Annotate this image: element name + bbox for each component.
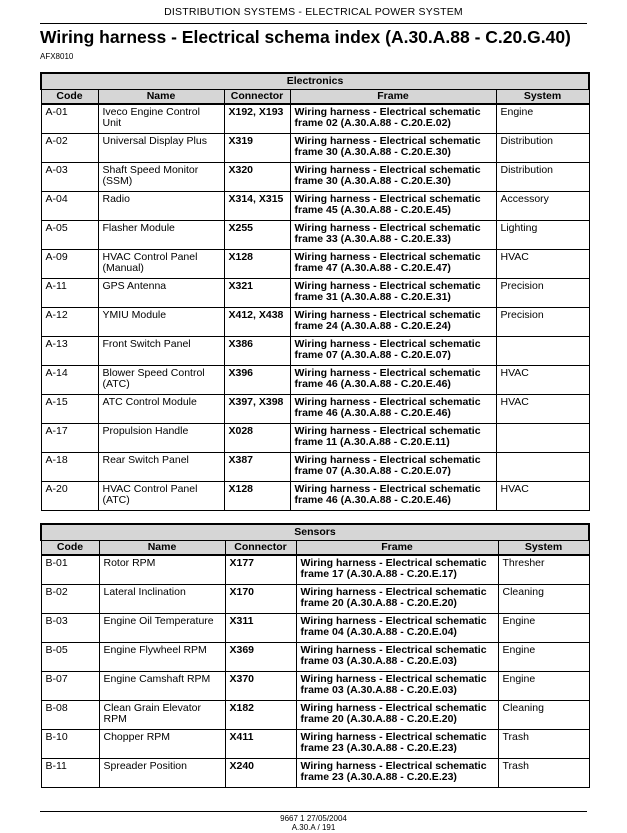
page-title: Wiring harness - Electrical schema index (A.30.A.88 - C.20.G.40): [40, 27, 571, 47]
table-row: [41, 337, 589, 366]
connector-cell: X314, X315: [224, 192, 290, 221]
frame-cell: Wiring harness - Electrical schematic frame 24 (A.30.A.88 - C.20.E.24): [290, 308, 496, 337]
running-header: DISTRIBUTION SYSTEMS - ELECTRICAL POWER SYSTEM: [164, 6, 463, 18]
code-cell: A-11: [41, 279, 98, 308]
name-cell: Lateral Inclination: [99, 585, 225, 614]
system-cell: Engine: [498, 614, 589, 643]
sensors-rows: [41, 555, 589, 788]
connector-cell: X128: [224, 250, 290, 279]
connector-cell: X170: [225, 585, 296, 614]
connector-cell: X177: [225, 555, 296, 585]
connector-cell: X320: [224, 163, 290, 192]
table-row: [41, 250, 589, 279]
table-row: [41, 730, 589, 759]
column-header-connector: Connector: [225, 541, 296, 556]
sensors-section-title: Sensors: [41, 524, 589, 541]
connector-cell: X369: [225, 643, 296, 672]
footer-doc-info: 9667 1 27/05/2004: [280, 814, 347, 823]
code-cell: B-05: [41, 643, 99, 672]
system-cell: HVAC: [496, 366, 589, 395]
table-row: [41, 192, 589, 221]
frame-cell: Wiring harness - Electrical schematic frame 45 (A.30.A.88 - C.20.E.45): [290, 192, 496, 221]
footer-divider: [40, 811, 587, 812]
system-cell: Engine: [498, 643, 589, 672]
table-row: [41, 163, 589, 192]
system-cell: Trash: [498, 759, 589, 788]
table-row: [41, 555, 589, 585]
frame-cell: Wiring harness - Electrical schematic frame 04 (A.30.A.88 - C.20.E.04): [296, 614, 498, 643]
name-cell: Engine Flywheel RPM: [99, 643, 225, 672]
table-row: [41, 366, 589, 395]
frame-cell: Wiring harness - Electrical schematic frame 20 (A.30.A.88 - C.20.E.20): [296, 701, 498, 730]
system-cell: HVAC: [496, 395, 589, 424]
name-cell: Iveco Engine Control Unit: [98, 104, 224, 134]
table-row: [41, 104, 589, 134]
sensors-table: [40, 523, 590, 788]
code-cell: A-04: [41, 192, 98, 221]
system-cell: Precision: [496, 279, 589, 308]
code-cell: A-17: [41, 424, 98, 453]
connector-cell: X255: [224, 221, 290, 250]
name-cell: Rear Switch Panel: [98, 453, 224, 482]
frame-cell: Wiring harness - Electrical schematic frame 23 (A.30.A.88 - C.20.E.23): [296, 759, 498, 788]
frame-cell: Wiring harness - Electrical schematic frame 11 (A.30.A.88 - C.20.E.11): [290, 424, 496, 453]
connector-cell: X396: [224, 366, 290, 395]
frame-cell: Wiring harness - Electrical schematic frame 03 (A.30.A.88 - C.20.E.03): [296, 643, 498, 672]
code-cell: B-07: [41, 672, 99, 701]
system-cell: [496, 337, 589, 366]
code-cell: B-11: [41, 759, 99, 788]
system-cell: Trash: [498, 730, 589, 759]
frame-cell: Wiring harness - Electrical schematic frame 46 (A.30.A.88 - C.20.E.46): [290, 395, 496, 424]
frame-cell: Wiring harness - Electrical schematic frame 20 (A.30.A.88 - C.20.E.20): [296, 585, 498, 614]
code-cell: B-03: [41, 614, 99, 643]
system-cell: Engine: [498, 672, 589, 701]
electronics-table: [40, 72, 590, 511]
frame-cell: Wiring harness - Electrical schematic frame 46 (A.30.A.88 - C.20.E.46): [290, 366, 496, 395]
name-cell: Flasher Module: [98, 221, 224, 250]
code-cell: B-10: [41, 730, 99, 759]
frame-cell: Wiring harness - Electrical schematic frame 30 (A.30.A.88 - C.20.E.30): [290, 134, 496, 163]
name-cell: Engine Camshaft RPM: [99, 672, 225, 701]
column-header-system: System: [498, 541, 589, 556]
electronics-rows: [41, 104, 589, 511]
column-header-name: Name: [99, 541, 225, 556]
column-header-connector: Connector: [224, 90, 290, 105]
code-cell: A-18: [41, 453, 98, 482]
name-cell: Front Switch Panel: [98, 337, 224, 366]
name-cell: HVAC Control Panel (Manual): [98, 250, 224, 279]
connector-cell: X128: [224, 482, 290, 511]
frame-cell: Wiring harness - Electrical schematic frame 46 (A.30.A.88 - C.20.E.46): [290, 482, 496, 511]
system-cell: Thresher: [498, 555, 589, 585]
table-row: [41, 134, 589, 163]
name-cell: HVAC Control Panel (ATC): [98, 482, 224, 511]
frame-cell: Wiring harness - Electrical schematic frame 02 (A.30.A.88 - C.20.E.02): [290, 104, 496, 134]
column-header-code: Code: [41, 90, 98, 105]
frame-cell: Wiring harness - Electrical schematic frame 30 (A.30.A.88 - C.20.E.30): [290, 163, 496, 192]
name-cell: Engine Oil Temperature: [99, 614, 225, 643]
connector-cell: X370: [225, 672, 296, 701]
frame-cell: Wiring harness - Electrical schematic frame 31 (A.30.A.88 - C.20.E.31): [290, 279, 496, 308]
code-cell: B-01: [41, 555, 99, 585]
frame-cell: Wiring harness - Electrical schematic frame 17 (A.30.A.88 - C.20.E.17): [296, 555, 498, 585]
code-cell: A-03: [41, 163, 98, 192]
system-cell: Precision: [496, 308, 589, 337]
name-cell: Blower Speed Control (ATC): [98, 366, 224, 395]
table-row: [41, 672, 589, 701]
name-cell: ATC Control Module: [98, 395, 224, 424]
table-row: [41, 453, 589, 482]
system-cell: Accessory: [496, 192, 589, 221]
connector-cell: X397, X398: [224, 395, 290, 424]
connector-cell: X311: [225, 614, 296, 643]
frame-cell: Wiring harness - Electrical schematic frame 07 (A.30.A.88 - C.20.E.07): [290, 337, 496, 366]
code-cell: B-08: [41, 701, 99, 730]
column-header-code: Code: [41, 541, 99, 556]
name-cell: YMIU Module: [98, 308, 224, 337]
name-cell: Shaft Speed Monitor (SSM): [98, 163, 224, 192]
name-cell: Propulsion Handle: [98, 424, 224, 453]
table-row: [41, 308, 589, 337]
system-cell: Engine: [496, 104, 589, 134]
connector-cell: X319: [224, 134, 290, 163]
column-header-name: Name: [98, 90, 224, 105]
system-cell: Cleaning: [498, 585, 589, 614]
code-cell: A-09: [41, 250, 98, 279]
system-cell: Distribution: [496, 134, 589, 163]
table-row: [41, 701, 589, 730]
name-cell: Rotor RPM: [99, 555, 225, 585]
system-cell: [496, 453, 589, 482]
frame-cell: Wiring harness - Electrical schematic frame 47 (A.30.A.88 - C.20.E.47): [290, 250, 496, 279]
table-row: [41, 759, 589, 788]
code-cell: A-12: [41, 308, 98, 337]
connector-cell: X192, X193: [224, 104, 290, 134]
code-cell: B-02: [41, 585, 99, 614]
table-row: [41, 643, 589, 672]
code-cell: A-15: [41, 395, 98, 424]
document-code: AFX8010: [40, 52, 74, 61]
header-divider: [40, 23, 587, 24]
table-row: [41, 614, 589, 643]
code-cell: A-02: [41, 134, 98, 163]
name-cell: Universal Display Plus: [98, 134, 224, 163]
system-cell: [496, 424, 589, 453]
electronics-section-title: Electronics: [41, 73, 589, 90]
code-cell: A-14: [41, 366, 98, 395]
column-header-frame: Frame: [296, 541, 498, 556]
table-row: [41, 585, 589, 614]
code-cell: A-13: [41, 337, 98, 366]
name-cell: Spreader Position: [99, 759, 225, 788]
system-cell: Distribution: [496, 163, 589, 192]
system-cell: HVAC: [496, 482, 589, 511]
connector-cell: X028: [224, 424, 290, 453]
system-cell: HVAC: [496, 250, 589, 279]
connector-cell: X386: [224, 337, 290, 366]
footer-page-number: A.30.A / 191: [291, 823, 336, 832]
system-cell: Cleaning: [498, 701, 589, 730]
name-cell: Clean Grain Elevator RPM: [99, 701, 225, 730]
frame-cell: Wiring harness - Electrical schematic frame 33 (A.30.A.88 - C.20.E.33): [290, 221, 496, 250]
column-header-frame: Frame: [290, 90, 496, 105]
connector-cell: X387: [224, 453, 290, 482]
frame-cell: Wiring harness - Electrical schematic frame 03 (A.30.A.88 - C.20.E.03): [296, 672, 498, 701]
system-cell: Lighting: [496, 221, 589, 250]
table-row: [41, 482, 589, 511]
name-cell: GPS Antenna: [98, 279, 224, 308]
connector-cell: X321: [224, 279, 290, 308]
name-cell: Chopper RPM: [99, 730, 225, 759]
frame-cell: Wiring harness - Electrical schematic frame 07 (A.30.A.88 - C.20.E.07): [290, 453, 496, 482]
connector-cell: X182: [225, 701, 296, 730]
connector-cell: X240: [225, 759, 296, 788]
name-cell: Radio: [98, 192, 224, 221]
table-row: [41, 424, 589, 453]
code-cell: A-20: [41, 482, 98, 511]
frame-cell: Wiring harness - Electrical schematic frame 23 (A.30.A.88 - C.20.E.23): [296, 730, 498, 759]
table-row: [41, 279, 589, 308]
code-cell: A-01: [41, 104, 98, 134]
code-cell: A-05: [41, 221, 98, 250]
connector-cell: X411: [225, 730, 296, 759]
connector-cell: X412, X438: [224, 308, 290, 337]
table-row: [41, 395, 589, 424]
table-row: [41, 221, 589, 250]
column-header-system: System: [496, 90, 589, 105]
